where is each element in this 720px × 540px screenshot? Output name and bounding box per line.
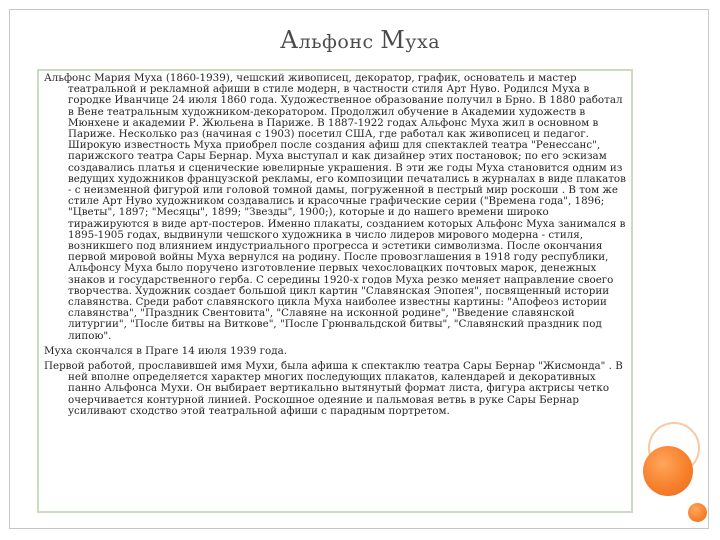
decorative-small-orange-circle-icon bbox=[688, 503, 707, 522]
title-part-2: уха bbox=[405, 31, 441, 53]
decorative-orange-circle-icon bbox=[643, 446, 693, 496]
title-cap-1: А bbox=[279, 26, 299, 54]
first-work-paragraph: Первой работой, прославившей имя Мухи, была афиша к спектаклю театра Сары Бернар "Жисмонда" . В ней вполне определяется характер многих последующих плакатов, календарей и декоративных панно Альфонса Мухи. Он выбирает вертикально вытянутый формат листа, фигура актрисы четко очерчивается контурной линией. Роскошное одеяние и пальмовая ветвь в руке Сары Бернар усиливают сходство этой театральной афиши с парадным портретом. bbox=[44, 360, 623, 417]
biography-paragraph: Альфонс Мария Муха (1860-1939), чешский живописец, декоратор, график, основатель и мастер театральной и рекламной афиши в стиле модерн, в частности стиля Арт Нуво. Родился Муха в городке Иванчице 24 июля 1860 года. Художественное образование получил в Брно. В 1880 работал в Вене театральным художником-декоратором. Продолжил обучение в Академии художеств в Мюнхене и академии Р. Жюльена в Париже. В 1887-1922 годах Альфонс Муха жил в основном в Париже. Несколько раз (начиная с 1903) посетил США, где работал как живописец и педагог. Широкую известность Муха приобрел после создания афиш для спектаклей театра "Ренессанс", парижского театра Сары Бернар. Муха выступал и как дизайнер этих постановок; по его эскизам создавались платья и сценические ювелирные украшения. В эти же годы Муха становится одним из ведущих художников французской рекламы, его композиции печатались в журналах в виде плакатов - с неизменной фигурой или головой томной дамы, погруженной в пестрый мир роскоши . В том же стиле Арт Нуво художником создавались и красочные графические серии ("Времена года", 1896; "Цветы", 1897; "Месяцы", 1899; "Звезды", 1900;), которые и до нашего времени широко тиражируются в виде арт-постеров. Именно плакаты, созданием которых Альфонс Муха занимался в 1895-1905 годах, выдвинули чешского художника в число лидеров мирового модерна - стиля, возникшего под влиянием индустриального прогресса и эстетики символизма. После окончания первой мировой войны Муха вернулся на родину. После провозглашения в 1918 году республики, Альфонсу Муха было поручено изготовление первых чехословацких почтовых марок, денежных знаков и государственного герба. С середины 1920-х годов Муха резко меняет направление своего творчества. Художник создает большой цикл картин "Славянская Эпопея", посвященный истории славянства. Среди работ славянского цикла Муха наиболее известны картины: "Апофеоз истории славянства", "Праздник Свентовита", "Славяне на исконной родине", "Введение славянской литургии", "После битвы на Витковe", "После Грюнвальдской битвы", "Славянский праздник под липою". bbox=[44, 72, 626, 342]
biography-text-box bbox=[37, 69, 633, 513]
title-part-1: льфонс bbox=[298, 31, 381, 53]
death-paragraph: Муха скончался в Праге 14 июля 1939 года. bbox=[44, 344, 287, 357]
title-cap-2: М bbox=[380, 26, 406, 54]
slide-title bbox=[0, 26, 720, 54]
